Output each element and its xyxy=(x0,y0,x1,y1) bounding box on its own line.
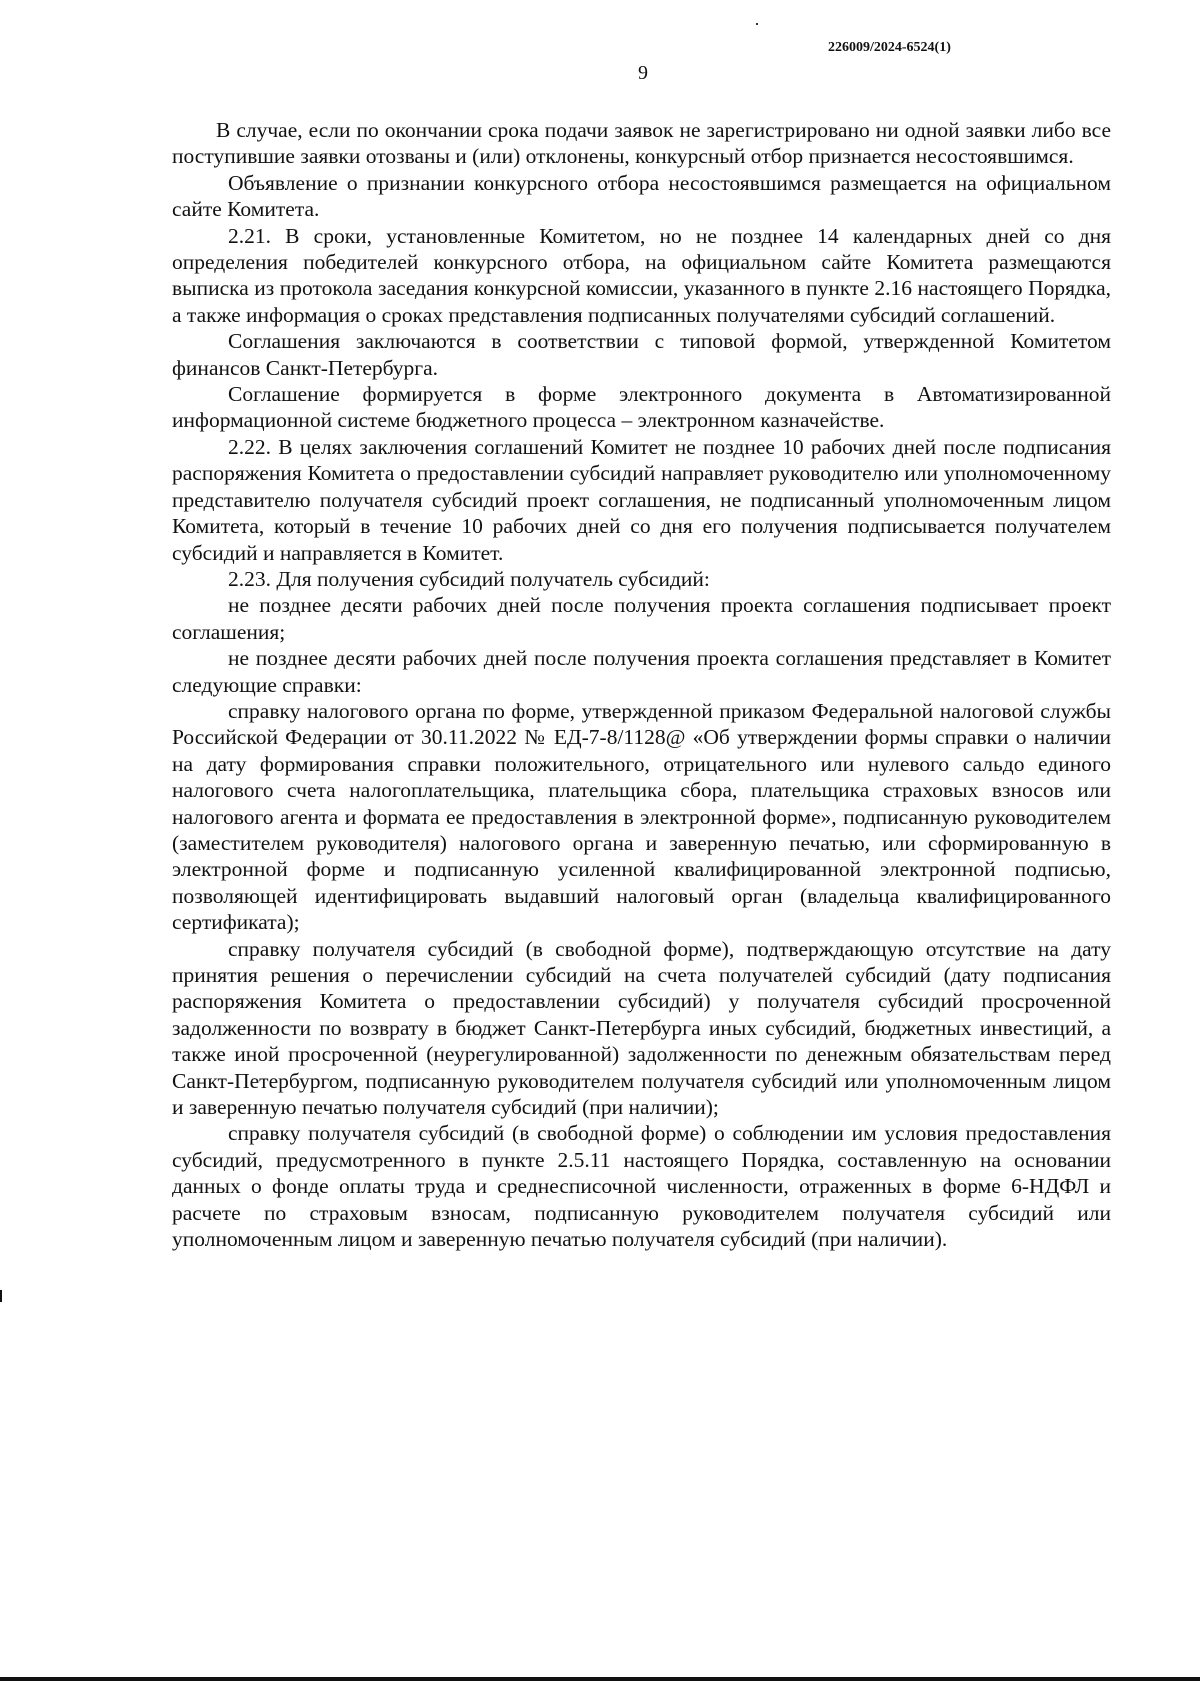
paragraph-compliance-certificate: справку получателя субсидий (в свободной форме) о соблюдении им условия предоставления субсидий, предусмотренного в пункте 2.5.11 настоящего Порядка, составленную на основании данных о фонде оплаты труда и среднесписочной численности, отраженных в форме 6-НДФЛ и расчете по страховым взносам, подписанную руководителем получателя субсидий или уполномоченным лицом и заверенную печатью получателя субсидий (при наличии). xyxy=(172,1121,1111,1252)
page-number: 9 xyxy=(638,62,648,84)
paragraph-announcement: Объявление о признании конкурсного отбора несостоявшимся размещается на официальном сайте Комитета. xyxy=(172,170,1111,222)
paragraph-no-debt-certificate: справку получателя субсидий (в свободной форме), подтверждающую отсутствие на дату принятия решения о перечислении субсидий на счета получателей субсидий (дату подписания распоряжения Комитета о предоставлении субсидий) у получателя субсидий просроченной задолженности по возврату в бюджет Санкт-Петербурга иных субсидий, бюджетных инвестиций, а также иной просроченной (неурегулированной) задолженности по денежным обязательствам перед Санкт-Петербургом, подписанную руководителем получателя субсидий или уполномоченным лицом и заверенную печатью получателя субсидий (при наличии); xyxy=(172,936,1111,1120)
paragraph-submit-certificates: не позднее десяти рабочих дней после получения проекта соглашения представляет в Комитет следующие справки: xyxy=(172,646,1111,697)
paragraph-2-22: 2.22. В целях заключения соглашений Комитет не позднее 10 рабочих дней после подписания распоряжения Комитета о предоставлении субсидий направляет руководителю или уполномоченному представителю получателя субсидий проект соглашения, не подписанный уполномоченным лицом Комитета, который в течение 10 рабочих дней со дня его получения подписывается получателем субсидий и направляется в Комитет. xyxy=(172,434,1111,565)
scan-bottom-border xyxy=(0,1677,1200,1681)
document-body xyxy=(172,117,1111,1252)
paragraph-tax-certificate: справку налогового органа по форме, утвержденной приказом Федеральной налоговой службы Российской Федерации от 30.11.2022 № ЕД-7-8/1128@ «Об утверждении формы справки о наличии на дату формирования справки положительного, отрицательного или нулевого сальдо единого налогового счета налогоплательщика, плательщика сбора, плательщика страховых взносов или налогового агента и формата ее предоставления в электронной форме», подписанную руководителем (заместителем руководителя) налогового органа и заверенную печатью, или сформированную в электронной форме и подписанную усиленной квалифицированной электронной подписью, позволяющей идентифицировать выдавший налоговый орган (владельца квалифицированного сертификата); xyxy=(172,698,1111,935)
paragraph-no-applications: В случае, если по окончании срока подачи заявок не зарегистрировано ни одной заявки либо все поступившие заявки отозваны и (или) отклонены, конкурсный отбор признается несостоявшимся. xyxy=(172,118,1111,169)
paragraph-2-21: 2.21. В сроки, установленные Комитетом, но не позднее 14 календарных дней со дня определения победителей конкурсного отбора, на официальном сайте Комитета размещаются выписка из протокола заседания конкурсной комиссии, указанного в пункте 2.16 настоящего Порядка, а также информация о сроках представления подписанных получателями субсидий соглашений. xyxy=(172,223,1111,327)
paragraph-agreements-form: Соглашения заключаются в соответствии с типовой формой, утвержденной Комитетом финансов Санкт-Петербурга. xyxy=(172,329,1111,380)
scan-speck xyxy=(756,23,758,25)
paragraph-sign-project: не позднее десяти рабочих дней после получения проекта соглашения подписывает проект соглашения; xyxy=(172,593,1111,644)
paragraph-electronic-document: Соглашение формируется в форме электронного документа в Автоматизированной информационной системе бюджетного процесса – электронном казначействе. xyxy=(172,382,1111,433)
paragraph-2-23: 2.23. Для получения субсидий получатель субсидий: xyxy=(228,566,710,591)
document-registration-number: 226009/2024-6524(1) xyxy=(828,40,951,55)
scan-edge-mark xyxy=(0,1290,2,1302)
